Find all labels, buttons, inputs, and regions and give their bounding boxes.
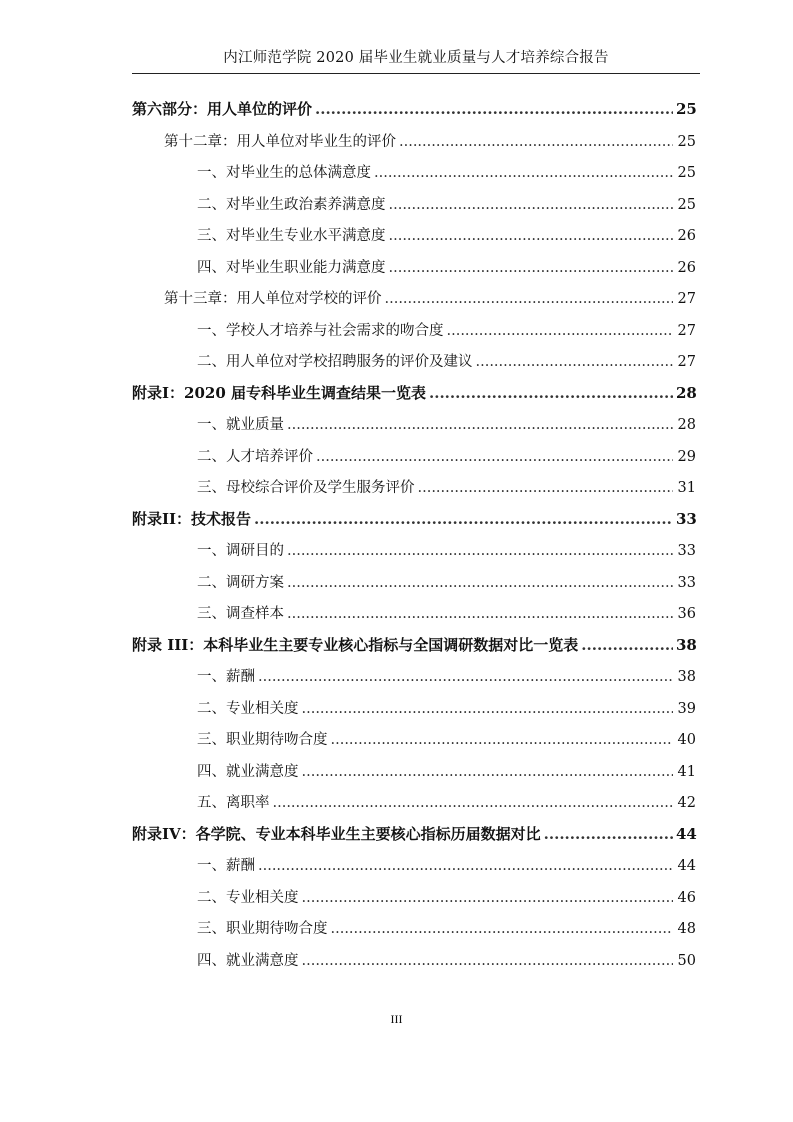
toc-entry[interactable] xyxy=(132,130,696,162)
toc-entry[interactable] xyxy=(132,476,696,508)
toc-entry-label: 三、职业期待吻合度 xyxy=(197,732,328,748)
toc-entry[interactable] xyxy=(132,539,696,571)
toc-entry-label: 三、母校综合评价及学生服务评价 xyxy=(197,480,415,496)
toc-entry[interactable] xyxy=(132,413,696,445)
toc-entry[interactable] xyxy=(132,728,696,760)
dot-leader xyxy=(273,795,674,811)
toc-entry-label: 附录II：技术报告 xyxy=(132,509,252,528)
toc-entry[interactable] xyxy=(132,319,696,351)
dot-leader xyxy=(476,354,674,370)
toc-entry-page: 26 xyxy=(677,228,696,244)
dot-leader xyxy=(287,417,673,433)
dot-leader xyxy=(544,825,673,843)
toc-entry-page: 33 xyxy=(677,543,696,559)
toc-entry[interactable] xyxy=(132,634,696,666)
toc-entry-label: 五、离职率 xyxy=(197,795,270,811)
toc-entry-label: 附录I：2020 届专科毕业生调查结果一览表 xyxy=(132,383,426,402)
dot-leader xyxy=(429,384,673,402)
dot-leader xyxy=(374,165,673,181)
page-number: III xyxy=(390,1012,403,1026)
toc-entry-label: 二、调研方案 xyxy=(197,574,284,591)
toc-entry[interactable] xyxy=(132,571,696,603)
dot-leader xyxy=(302,764,674,780)
dot-leader xyxy=(389,197,674,213)
toc-entry-page: 28 xyxy=(677,417,696,433)
dot-leader xyxy=(302,890,674,906)
toc-entry-page: 26 xyxy=(677,259,696,276)
dot-leader xyxy=(581,636,673,654)
dot-leader xyxy=(389,260,674,276)
toc-entry[interactable] xyxy=(132,886,696,918)
toc-entry-page: 25 xyxy=(677,133,696,150)
toc-entry-label: 四、就业满意度 xyxy=(197,952,299,969)
toc-entry[interactable] xyxy=(132,791,696,823)
toc-entry-page: 31 xyxy=(677,480,696,496)
toc-entry-label: 三、调查样本 xyxy=(197,606,284,622)
toc-entry-page: 41 xyxy=(677,763,696,780)
dot-leader xyxy=(447,323,674,339)
dot-leader xyxy=(302,953,674,969)
toc-entry-label: 第六部分：用人单位的评价 xyxy=(132,100,313,118)
toc-entry-label: 二、用人单位对学校招聘服务的评价及建议 xyxy=(197,354,473,370)
toc-entry-label: 一、薪酬 xyxy=(197,858,255,874)
toc-entry-page: 28 xyxy=(676,383,697,402)
dot-leader xyxy=(287,575,673,591)
running-header: 内江师范学院 2020 届毕业生就业质量与人才培养综合报告 xyxy=(223,50,609,66)
toc-entry-label: 四、对毕业生职业能力满意度 xyxy=(197,259,386,276)
toc-entry-label: 二、专业相关度 xyxy=(197,889,299,906)
toc-entry-label: 一、薪酬 xyxy=(197,669,255,685)
toc-entry-page: 38 xyxy=(677,669,696,685)
dot-leader xyxy=(258,858,673,874)
dot-leader xyxy=(331,732,674,748)
toc-entry[interactable] xyxy=(132,161,696,193)
toc-entry-label: 一、学校人才培养与社会需求的吻合度 xyxy=(197,322,444,339)
toc-entry-label: 一、就业质量 xyxy=(197,417,284,433)
table-of-contents xyxy=(132,98,696,980)
toc-entry-page: 27 xyxy=(677,354,696,370)
toc-entry[interactable] xyxy=(132,350,696,382)
toc-entry[interactable] xyxy=(132,760,696,792)
dot-leader xyxy=(399,134,673,150)
toc-entry[interactable] xyxy=(132,602,696,634)
toc-entry-label: 附录 III：本科毕业生主要专业核心指标与全国调研数据对比一览表 xyxy=(132,635,579,654)
toc-entry[interactable] xyxy=(132,697,696,729)
dot-leader xyxy=(258,669,673,685)
toc-entry[interactable] xyxy=(132,193,696,225)
toc-entry-page: 38 xyxy=(676,635,697,654)
toc-entry[interactable] xyxy=(132,917,696,949)
toc-entry-page: 33 xyxy=(676,509,697,528)
toc-entry[interactable] xyxy=(132,665,696,697)
toc-entry[interactable] xyxy=(132,445,696,477)
dot-leader xyxy=(385,291,674,307)
toc-entry-label: 三、对毕业生专业水平满意度 xyxy=(197,228,386,244)
toc-entry-label: 附录IV：各学院、专业本科毕业生主要核心指标历届数据对比 xyxy=(132,824,541,843)
dot-leader xyxy=(331,921,674,937)
header-rule xyxy=(132,73,700,74)
toc-entry-page: 27 xyxy=(677,291,696,307)
toc-entry-label: 一、调研目的 xyxy=(197,543,284,559)
toc-entry-label: 二、专业相关度 xyxy=(197,700,299,717)
toc-entry-page: 48 xyxy=(677,921,696,937)
toc-entry-page: 25 xyxy=(677,165,696,181)
toc-entry-page: 27 xyxy=(677,322,696,339)
toc-entry[interactable] xyxy=(132,382,696,414)
toc-entry-page: 46 xyxy=(677,889,696,906)
toc-entry-page: 25 xyxy=(677,196,696,213)
toc-entry[interactable] xyxy=(132,949,696,981)
toc-entry[interactable] xyxy=(132,98,696,130)
toc-entry[interactable] xyxy=(132,854,696,886)
toc-entry[interactable] xyxy=(132,508,696,540)
toc-entry-page: 36 xyxy=(677,606,696,622)
dot-leader xyxy=(254,510,673,528)
toc-entry-page: 33 xyxy=(677,574,696,591)
dot-leader xyxy=(316,449,673,465)
toc-entry-label: 二、对毕业生政治素养满意度 xyxy=(197,196,386,213)
toc-entry-label: 四、就业满意度 xyxy=(197,763,299,780)
toc-entry-label: 二、人才培养评价 xyxy=(197,448,313,465)
toc-entry-label: 三、职业期待吻合度 xyxy=(197,921,328,937)
dot-leader xyxy=(315,100,673,118)
toc-entry-page: 50 xyxy=(677,952,696,969)
toc-entry-label: 第十二章：用人单位对毕业生的评价 xyxy=(164,133,396,150)
dot-leader xyxy=(302,701,674,717)
toc-entry-page: 39 xyxy=(677,700,696,717)
toc-entry[interactable] xyxy=(132,823,696,855)
toc-entry-label: 第十三章：用人单位对学校的评价 xyxy=(164,291,382,307)
toc-entry-page: 44 xyxy=(677,858,696,874)
toc-entry-page: 25 xyxy=(676,100,697,118)
dot-leader xyxy=(418,480,674,496)
toc-entry[interactable] xyxy=(132,224,696,256)
toc-entry-page: 44 xyxy=(676,824,697,843)
dot-leader xyxy=(287,543,673,559)
toc-entry-page: 29 xyxy=(677,448,696,465)
dot-leader xyxy=(389,228,674,244)
toc-entry-page: 42 xyxy=(677,795,696,811)
toc-entry[interactable] xyxy=(132,287,696,319)
toc-entry-page: 40 xyxy=(677,732,696,748)
dot-leader xyxy=(287,606,673,622)
toc-entry[interactable] xyxy=(132,256,696,288)
toc-entry-label: 一、对毕业生的总体满意度 xyxy=(197,165,371,181)
